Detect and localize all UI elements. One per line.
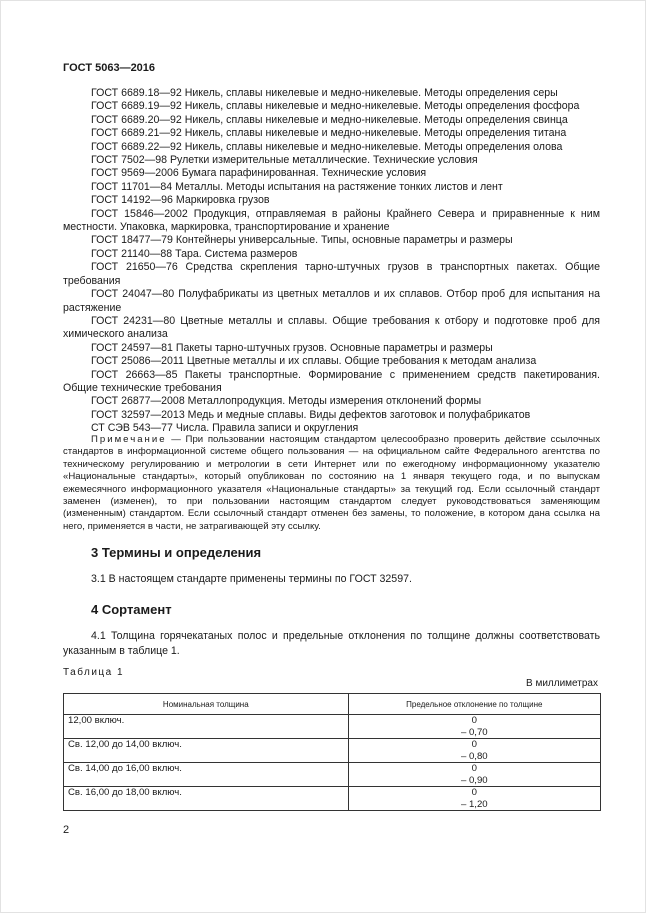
note-paragraph xyxy=(63,434,600,533)
reference-item: ГОСТ 26663—85 Пакеты транспортные. Формирование с применением средств пакетирования. Общие технические требования xyxy=(63,368,600,394)
deviation-lower: – 0,80 xyxy=(460,750,488,762)
reference-item: ГОСТ 6689.21—92 Никель, сплавы никелевые и медно-никелевые. Методы определения титана xyxy=(91,127,567,140)
reference-item: ГОСТ 11701—84 Металлы. Методы испытания на растяжение тонких листов и лент xyxy=(91,180,503,193)
reference-item: ГОСТ 6689.19—92 Никель, сплавы никелевые и медно-никелевые. Методы определения фосфора xyxy=(91,100,580,113)
table-row xyxy=(64,739,601,763)
reference-item: ГОСТ 9569—2006 Бумага парафинированная. Технические условия xyxy=(91,167,427,180)
deviation-lower: – 0,90 xyxy=(460,774,488,786)
deviation-upper: 0 xyxy=(471,787,477,798)
note-label: Примечание xyxy=(91,434,167,445)
table-row xyxy=(64,763,601,787)
thickness-cell: Св. 16,00 до 18,00 включ. xyxy=(64,787,349,811)
deviation-cell xyxy=(348,715,600,739)
reference-item: ГОСТ 21650—76 Средства скрепления тарно-штучных грузов в транспортных пакетах. Общие требования xyxy=(63,261,600,287)
reference-item: ГОСТ 32597—2013 Медь и медные сплавы. Виды дефектов заготовок и полуфабрикатов xyxy=(91,408,531,421)
reference-item: ГОСТ 26877—2008 Металлопродукция. Методы измерения отклонений формы xyxy=(91,395,482,408)
deviation-cell xyxy=(348,739,600,763)
table-row xyxy=(64,715,601,739)
reference-item: ГОСТ 15846—2002 Продукция, отправляемая в районы Крайнего Севера и приравненные к ним местности. Упаковка, маркировка, транспортирование и хранение xyxy=(63,207,600,234)
thickness-cell: Св. 12,00 до 14,00 включ. xyxy=(64,739,349,763)
reference-item: ГОСТ 18477—79 Контейнеры универсальные. Типы, основные параметры и размеры xyxy=(91,234,513,247)
reference-item: ГОСТ 14192—96 Маркировка грузов xyxy=(91,194,270,207)
page-number: 2 xyxy=(63,824,70,836)
reference-item: ГОСТ 6689.18—92 Никель, сплавы никелевые и медно-никелевые. Методы определения серы xyxy=(91,87,558,99)
table-caption: Таблица 1 xyxy=(63,667,125,678)
reference-item: ГОСТ 25086—2011 Цветные металлы и их сплавы. Общие требования к методам анализа xyxy=(91,355,537,368)
deviation-upper: 0 xyxy=(471,715,477,726)
table-row xyxy=(64,787,601,811)
reference-item: СТ СЭВ 543—77 Числа. Правила записи и округления xyxy=(91,422,359,435)
note-text: — При пользовании настоящим стандартом целесообразно проверить действие ссылочных стандартов в информационной системе общего пользования — на официальном сайте Федерального агентства по техническому регулированию и метрологии в сети Интернет или по ежегодному информационному указателю «Национальные стандарты», который опубликован по состоянию на 1 января текущего года, и по выпускам ежемесячного информационного указателя «Национальные стандарты» за текущий год. Если ссылочный стандарт заменен (изменен), то при пользовании настоящим стандартом следует руководствоваться заменяющим (измененным) стандартом. Если ссылочный стандарт отменен без замены, то положение, в котором дана ссылка на него, применяется в части, не затрагивающей эту ссылку. xyxy=(63,434,600,532)
reference-item: ГОСТ 24231—80 Цветные металлы и сплавы. Общие требования к отбору и подготовке проб для химического анализа xyxy=(63,314,600,341)
references-list xyxy=(63,87,600,436)
reference-item: ГОСТ 6689.22—92 Никель, сплавы никелевые и медно-никелевые. Методы определения олова xyxy=(91,140,563,153)
column-header: Предельное отклонение по толщине xyxy=(348,694,600,715)
section-3-heading: 3 Термины и определения xyxy=(91,545,262,560)
thickness-cell: 12,00 включ. xyxy=(64,715,349,739)
section-4-heading: 4 Сортамент xyxy=(91,602,172,617)
deviation-upper: 0 xyxy=(471,739,477,750)
deviation-cell xyxy=(348,763,600,787)
reference-item: ГОСТ 24597—81 Пакеты тарно-штучных грузов. Основные параметры и размеры xyxy=(91,341,493,354)
thickness-table xyxy=(63,693,601,811)
document-header: ГОСТ 5063—2016 xyxy=(63,62,156,74)
thickness-cell: Св. 14,00 до 16,00 включ. xyxy=(64,763,349,787)
table-units: В миллиметрах xyxy=(526,678,598,689)
section-3-text: 3.1 В настоящем стандарте применены термины по ГОСТ 32597. xyxy=(91,573,412,585)
deviation-lower: – 1,20 xyxy=(460,798,488,810)
reference-item: ГОСТ 24047—80 Полуфабрикаты из цветных металлов и их сплавов. Отбор проб для испытания на растяжение xyxy=(63,288,600,314)
deviation-upper: 0 xyxy=(471,763,477,774)
reference-item: ГОСТ 6689.20—92 Никель, сплавы никелевые и медно-никелевые. Методы определения свинца xyxy=(91,113,568,126)
deviation-cell xyxy=(348,787,600,811)
reference-item: ГОСТ 21140—88 Тара. Система размеров xyxy=(91,247,298,260)
column-header: Номинальная толщина xyxy=(64,694,349,715)
table-header-row xyxy=(64,694,601,715)
section-4-text: 4.1 Толщина горячекатаных полос и предельные отклонения по толщине должны соответствовать указанным в таблице 1. xyxy=(63,630,600,657)
reference-item: ГОСТ 7502—98 Рулетки измерительные металлические. Технические условия xyxy=(91,154,478,167)
deviation-lower: – 0,70 xyxy=(460,726,488,738)
